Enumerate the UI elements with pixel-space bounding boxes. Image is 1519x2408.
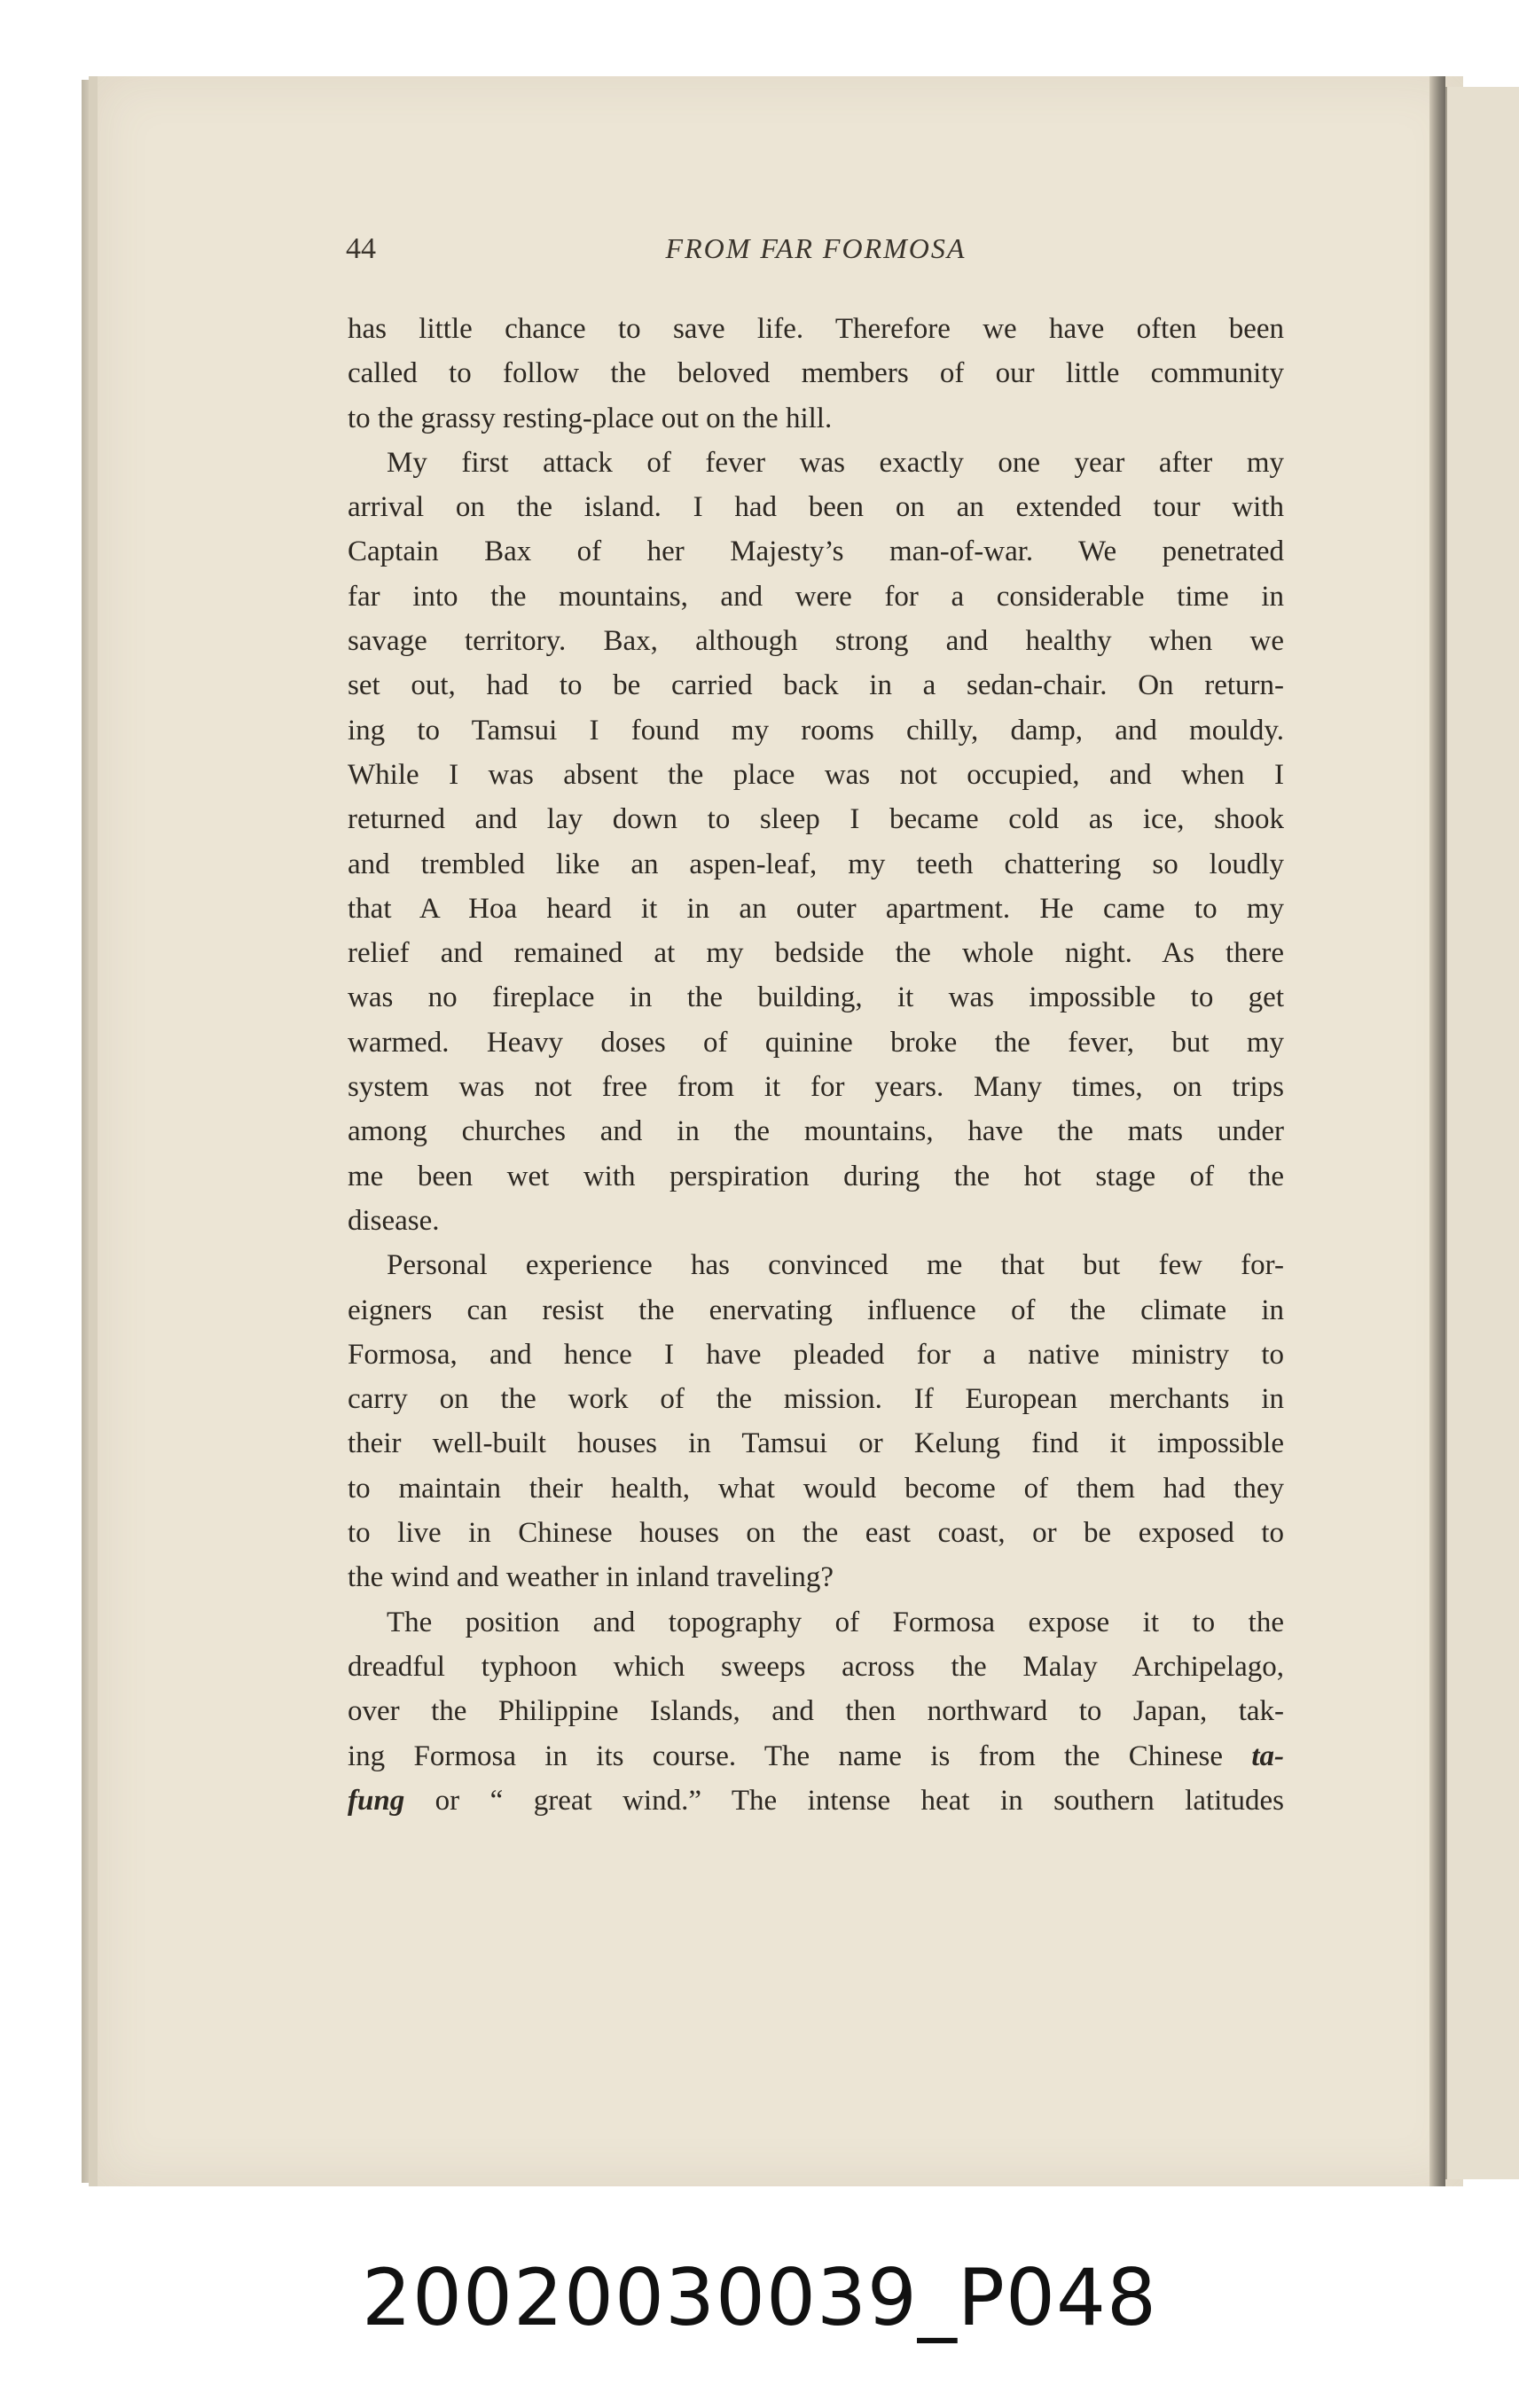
facing-page-edge — [1445, 87, 1519, 2179]
text-line: savage territory. Bax, although strong and healthy when we — [348, 625, 1284, 658]
text-line: to maintain their health, what would become of them had they — [348, 1472, 1284, 1505]
text-line: was no fireplace in the building, it was impossible to get — [348, 981, 1284, 1014]
text-line: My first attack of fever was exactly one year after my — [387, 446, 1284, 479]
running-head — [346, 232, 1286, 277]
text-line: system was not free from it for years. Many times, on trips — [348, 1071, 1284, 1104]
book-gutter — [1429, 76, 1445, 2186]
text-line: me been wet with perspiration during the hot stage of the — [348, 1160, 1284, 1192]
text-line: Captain Bax of her Majesty’s man-of-war. We penetrated — [348, 536, 1284, 568]
text-line-with-italic — [348, 1734, 1284, 1779]
text-line: returned and lay down to sleep I became cold as ice, shook — [348, 803, 1284, 836]
text-line: has little chance to save life. Therefore we have often been — [348, 313, 1284, 345]
text-fragment: ing Formosa in its course. The name is from the Chinese — [348, 1740, 1224, 1772]
page-number: 44 — [346, 232, 376, 265]
text-line: warmed. Heavy doses of quinine broke the fever, but my — [348, 1026, 1284, 1059]
text-line: over the Philippine Islands, and then northward to Japan, tak- — [348, 1695, 1284, 1728]
text-line: The position and topography of Formosa expose it to the — [387, 1606, 1284, 1638]
text-line: the wind and weather in inland traveling? — [348, 1561, 834, 1594]
text-line: ing to Tamsui I found my rooms chilly, damp, and mouldy. — [348, 714, 1284, 747]
text-line: to the grassy resting-place out on the hill. — [348, 402, 833, 434]
text-line: among churches and in the mountains, have the mats under — [348, 1115, 1284, 1148]
text-line: Personal experience has convinced me that but few for- — [387, 1249, 1284, 1282]
archive-id-caption: 20020030039_P048 — [362, 2252, 1157, 2343]
text-line: Formosa, and hence I have pleaded for a native ministry to — [348, 1338, 1284, 1371]
text-line: that A Hoa heard it in an outer apartment. He came to my — [348, 892, 1284, 925]
text-line: far into the mountains, and were for a considerable time in — [348, 580, 1284, 613]
text-line: eigners can resist the enervating influence of the climate in — [348, 1294, 1284, 1326]
text-line-with-italic — [348, 1779, 1284, 1823]
text-line: dreadful typhoon which sweeps across the Malay Archipelago, — [348, 1650, 1284, 1683]
text-line: disease. — [348, 1204, 440, 1237]
text-line: called to follow the beloved members of our little community — [348, 357, 1284, 390]
body-text — [348, 307, 1284, 1823]
text-line: carry on the work of the mission. If European merchants in — [348, 1383, 1284, 1416]
text-line: While I was absent the place was not occupied, and when I — [348, 758, 1284, 791]
text-line: arrival on the island. I had been on an extended tour with — [348, 491, 1284, 524]
text-line: set out, had to be carried back in a sedan-chair. On return- — [348, 669, 1284, 702]
text-line: their well-built houses in Tamsui or Kelung find it impossible — [348, 1427, 1284, 1460]
text-line: relief and remained at my bedside the whole night. As there — [348, 937, 1284, 970]
text-line: and trembled like an aspen-leaf, my teeth chattering so loudly — [348, 848, 1284, 880]
italic-term: ta- — [1251, 1740, 1285, 1772]
text-line: to live in Chinese houses on the east coast, or be exposed to — [348, 1517, 1284, 1550]
running-title: FROM FAR FORMOSA — [665, 232, 967, 264]
text-fragment: or “ great wind.” The intense heat in southern latitudes — [435, 1784, 1284, 1817]
italic-term: fung — [348, 1784, 405, 1817]
